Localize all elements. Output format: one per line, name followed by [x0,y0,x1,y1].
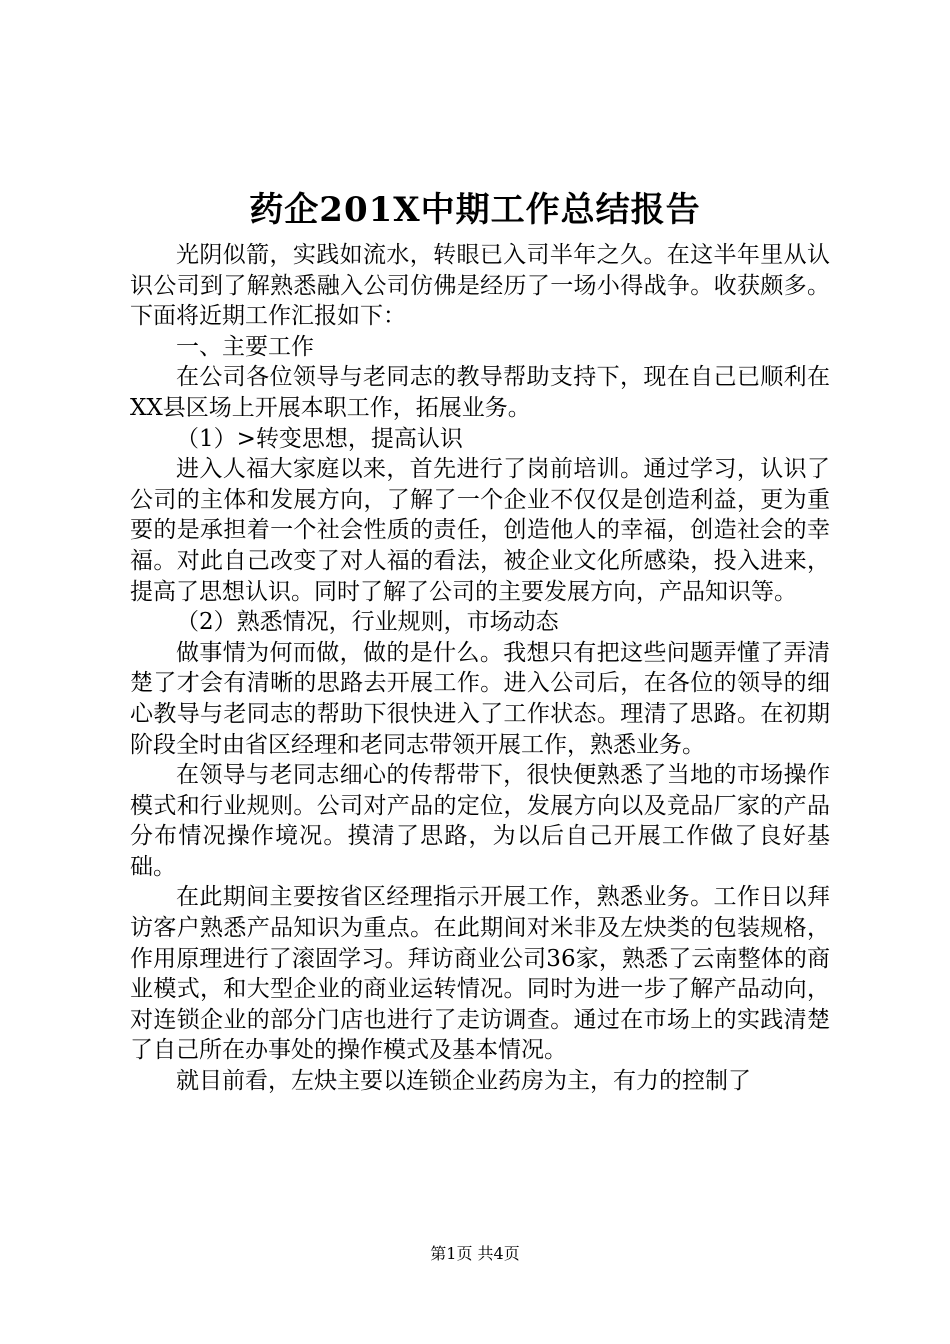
document-title: 药企201X中期工作总结报告 [249,190,701,230]
paragraph: 在领导与老同志细心的传帮带下，很快便熟悉了当地的市场操作模式和行业规则。公司对产品的定位，发展方向以及竞品厂家的产品分布情况操作境况。摸清了思路，为以后自己开展工作做了良好基础。 [130,762,830,880]
paragraph: 进入人福大家庭以来，首先进行了岗前培训。通过学习，认识了公司的主体和发展方向，了解了一个企业不仅仅是创造利益，更为重要的是承担着一个社会性质的责任，创造他人的幸福，创造社会的幸福。对此自己改变了对人福的看法，被企业文化所感染，投入进来，提高了思想认识。同时了解了公司的主要发展方向，产品知识等。 [130,456,830,605]
subsection-heading: （2）熟悉情况，行业规则，市场动态 [176,609,559,636]
paragraph: 做事情为何而做，做的是什么。我想只有把这些问题弄懂了弄清楚了才会有清晰的思路去开展工作。进入公司后，在各位的领导的细心教导与老同志的帮助下很快进入了工作状态。理清了思路。在初期阶段全时由省区经理和老同志带领开展工作，熟悉业务。 [130,639,830,758]
paragraph: 在此期间主要按省区经理指示开展工作，熟悉业务。工作日以拜访客户熟悉产品知识为重点。在此期间对米非及左炔类的包装规格，作用原理进行了滚固学习。拜访商业公司36家，熟悉了云南整体的商业模式，和大型企业的商业运转情况。同时为进一步了解产品动向，对连锁企业的部分门店也进行了走访调查。通过在市场上的实践清楚了自己所在办事处的操作模式及基本情况。 [130,884,830,1064]
subsection-heading: （1）>转变思想，提高认识 [176,425,463,452]
paragraph: 在公司各位领导与老同志的教导帮助支持下，现在自己已顺利在XX县区场上开展本职工作，拓展业务。 [130,364,830,421]
section-heading: 一、主要工作 [176,333,314,360]
document-body [130,240,830,1097]
page-number-footer: 第1页 共4页 [430,1244,520,1263]
paragraph: 就目前看，左炔主要以连锁企业药房为主，有力的控制了 [176,1068,751,1095]
paragraph: 光阴似箭，实践如流水，转眼已入司半年之久。在这半年里从认识公司到了解熟悉融入公司仿佛是经历了一场小得战争。收获颇多。下面将近期工作汇报如下： [130,242,830,330]
